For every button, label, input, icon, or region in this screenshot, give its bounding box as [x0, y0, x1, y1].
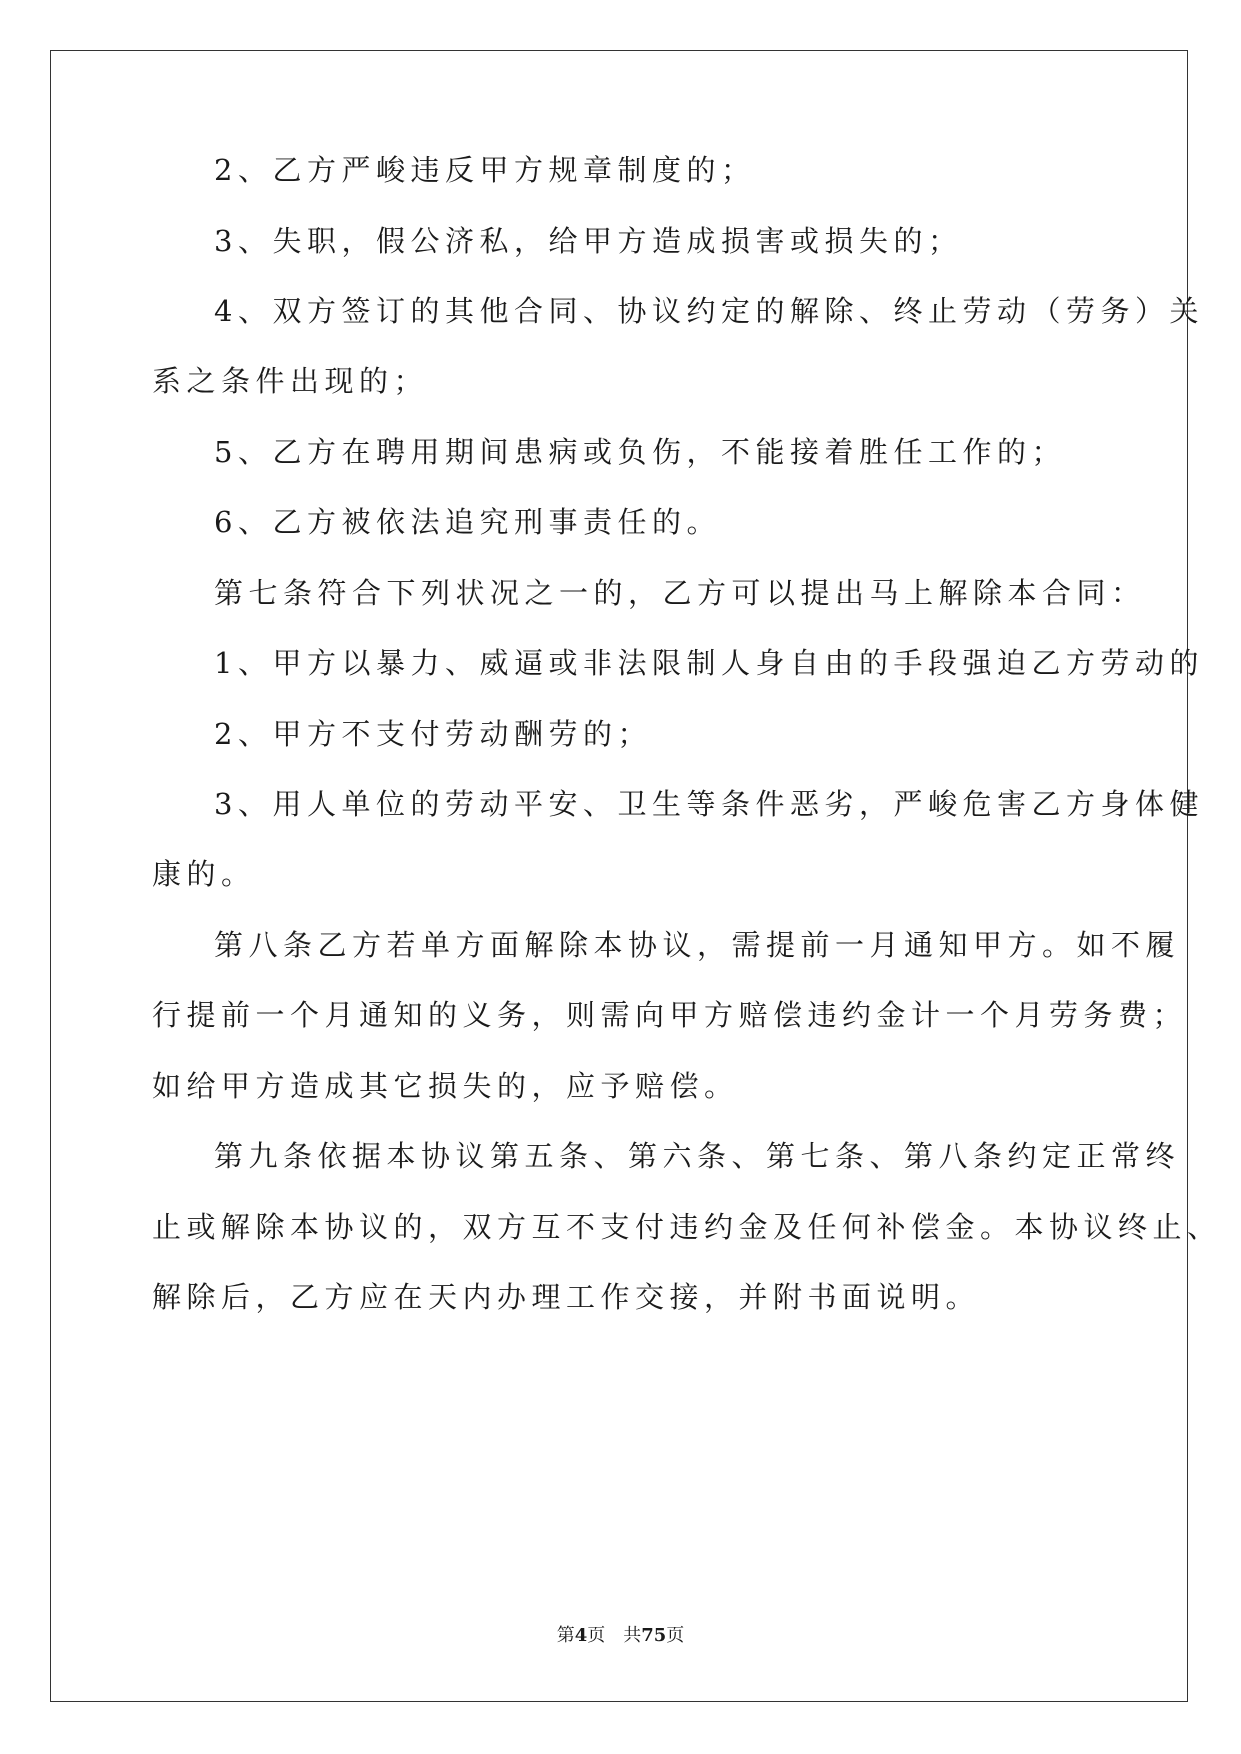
paragraph-line: 5、乙方在聘用期间患病或负伤，不能接着胜任工作的； [214, 435, 1066, 469]
paragraph-line: 第八条乙方若单方面解除本协议，需提前一月通知甲方。如不履 [214, 928, 1181, 962]
paragraph-line: 第九条依据本协议第五条、第六条、第七条、第八条约定正常终 [214, 1139, 1181, 1173]
paragraph-line: 4、双方签订的其他合同、协议约定的解除、终止劳动（劳务）关 [214, 294, 1204, 328]
page-prefix: 第 [556, 1625, 575, 1646]
page-number: 4 [574, 1625, 588, 1646]
paragraph-line: 康的。 [152, 857, 256, 891]
paragraph-line: 止或解除本协议的，双方互不支付违约金及任何补偿金。本协议终止、 [152, 1210, 1222, 1244]
paragraph-line: 1、甲方以暴力、威逼或非法限制人身自由的手段强迫乙方劳动的 [214, 646, 1204, 680]
total-prefix: 共 [623, 1625, 642, 1646]
paragraph-line: 行提前一个月通知的义务，则需向甲方赔偿违约金计一个月劳务费； [152, 998, 1188, 1032]
page-footer [0, 1624, 1241, 1648]
page-total: 75 [641, 1625, 667, 1646]
paragraph-line: 解除后，乙方应在天内办理工作交接，并附书面说明。 [152, 1280, 981, 1314]
paragraph-line: 2、乙方严峻违反甲方规章制度的； [214, 153, 756, 187]
paragraph-line: 3、用人单位的劳动平安、卫生等条件恶劣，严峻危害乙方身体健 [214, 787, 1204, 821]
paragraph-line: 2、甲方不支付劳动酬劳的； [214, 717, 652, 751]
paragraph-line: 第七条符合下列状况之一的，乙方可以提出马上解除本合同： [214, 576, 1146, 610]
page-suffix: 页 [587, 1625, 606, 1646]
total-suffix: 页 [666, 1625, 685, 1646]
paragraph-line: 系之条件出现的； [152, 364, 429, 398]
paragraph-line: 如给甲方造成其它损失的，应予赔偿。 [152, 1069, 739, 1103]
paragraph-line: 3、失职，假公济私，给甲方造成损害或损失的； [214, 224, 963, 258]
paragraph-line: 6、乙方被依法追究刑事责任的。 [214, 505, 721, 539]
